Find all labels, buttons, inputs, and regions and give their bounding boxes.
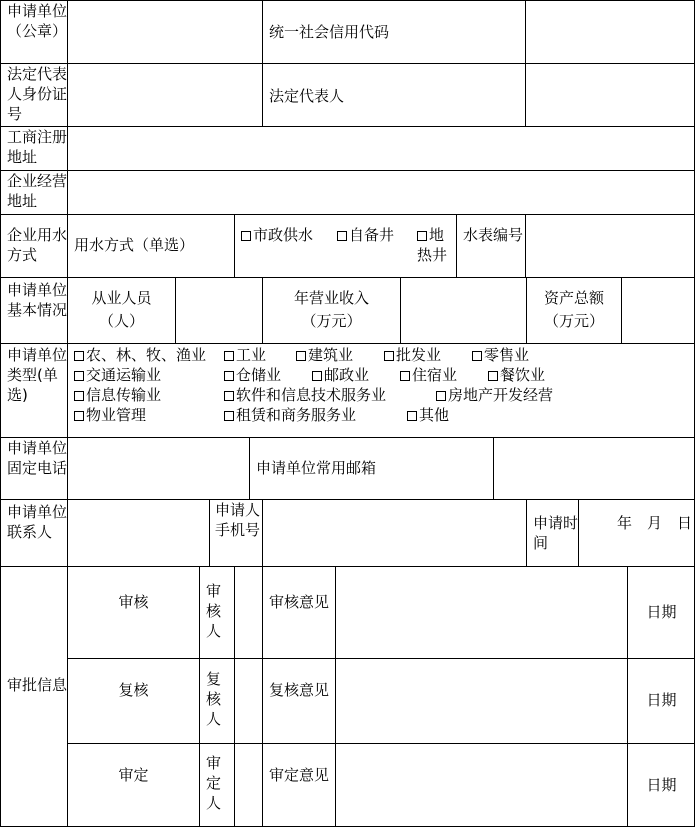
approval-person-recheck-label: 复核人 — [199, 658, 234, 743]
business-address-field[interactable] — [67, 170, 695, 214]
checkbox-icon[interactable] — [417, 231, 427, 241]
water-option-geothermal[interactable]: 地热井 — [417, 226, 448, 264]
checkbox-icon[interactable] — [337, 231, 347, 241]
approval-opinion-review-label: 审核意见 — [262, 566, 335, 658]
checkbox-icon[interactable] — [400, 371, 410, 381]
revenue-label — [262, 277, 400, 343]
approval-date-final: 日期 — [627, 743, 695, 827]
approval-person-review-label: 审核人 — [199, 566, 234, 658]
approval-label: 审批信息 — [0, 566, 67, 827]
unit-type-catering[interactable]: 餐饮业 — [488, 365, 545, 385]
approval-person-final-label: 审定人 — [199, 743, 234, 827]
water-option-municipal[interactable]: 市政供水 — [241, 225, 313, 245]
approval-person-review-field[interactable] — [234, 566, 262, 658]
meter-number-label: 水表编号 — [456, 214, 525, 277]
approval-person-recheck-field[interactable] — [234, 658, 262, 743]
approval-stage-recheck: 复核 — [67, 658, 199, 743]
checkbox-icon[interactable] — [384, 351, 394, 361]
checkbox-icon[interactable] — [296, 351, 306, 361]
applicant-unit-field[interactable] — [67, 0, 262, 63]
checkbox-icon[interactable] — [224, 351, 234, 361]
checkbox-icon[interactable] — [241, 231, 251, 241]
approval-stage-final: 审定 — [67, 743, 199, 827]
assets-field[interactable] — [621, 277, 695, 343]
water-usage-label: 企业用水方式 — [0, 214, 67, 277]
legal-rep-field[interactable] — [525, 63, 695, 126]
approval-opinion-final-field[interactable] — [335, 743, 627, 827]
credit-code-label: 统一社会信用代码 — [262, 0, 525, 63]
water-mode-label: 用水方式（单选） — [67, 214, 234, 277]
checkbox-icon[interactable] — [407, 411, 417, 421]
unit-type-label: 申请单位类型(单选) — [0, 343, 67, 437]
checkbox-icon[interactable] — [488, 371, 498, 381]
checkbox-icon[interactable] — [74, 391, 84, 401]
assets-label — [526, 277, 621, 343]
water-option-well[interactable]: 自备井 — [337, 225, 394, 245]
unit-type-software[interactable]: 软件和信息技术服务业 — [224, 385, 386, 405]
checkbox-icon[interactable] — [312, 371, 322, 381]
unit-type-construction[interactable]: 建筑业 — [296, 345, 353, 365]
employees-field[interactable] — [175, 277, 262, 343]
email-field[interactable] — [493, 437, 695, 499]
mobile-label: 申请人手机号 — [209, 499, 262, 566]
unit-type-options — [67, 343, 695, 437]
water-options — [234, 214, 456, 277]
checkbox-icon[interactable] — [224, 391, 234, 401]
credit-code-field[interactable] — [525, 0, 695, 63]
revenue-field[interactable] — [400, 277, 526, 343]
apply-time-label: 申请时间 — [526, 499, 578, 566]
checkbox-icon[interactable] — [224, 411, 234, 421]
unit-type-wholesale[interactable]: 批发业 — [384, 345, 441, 365]
checkbox-icon[interactable] — [74, 351, 84, 361]
email-label: 申请单位常用邮箱 — [249, 437, 493, 499]
mobile-field[interactable] — [262, 499, 526, 566]
approval-stage-review: 审核 — [67, 566, 199, 658]
business-reg-address-label: 工商注册地址 — [0, 126, 67, 170]
contact-label: 申请单位联系人 — [0, 499, 67, 566]
assets-label-text: 资产总额 — [543, 289, 604, 307]
meter-number-field[interactable] — [525, 214, 695, 277]
unit-type-property-management[interactable]: 物业管理 — [74, 405, 146, 425]
legal-rep-id-field[interactable] — [67, 63, 262, 126]
approval-opinion-recheck-field[interactable] — [335, 658, 627, 743]
unit-type-accommodation[interactable]: 住宿业 — [400, 365, 457, 385]
checkbox-icon[interactable] — [224, 371, 234, 381]
approval-date-recheck: 日期 — [627, 658, 695, 743]
checkbox-icon[interactable] — [472, 351, 482, 361]
assets-unit: （万元） — [543, 312, 604, 330]
approval-opinion-final-label: 审定意见 — [262, 743, 335, 827]
unit-type-agriculture[interactable]: 农、林、牧、渔业 — [74, 345, 206, 365]
legal-rep-label: 法定代表人 — [262, 63, 525, 126]
approval-opinion-review-field[interactable] — [335, 566, 627, 658]
employees-label-text: 从业人员 — [91, 289, 152, 307]
checkbox-icon[interactable] — [74, 411, 84, 421]
employees-unit: （人） — [98, 312, 144, 330]
approval-date-review: 日期 — [627, 566, 695, 658]
business-reg-address-field[interactable] — [67, 126, 695, 170]
revenue-label-text: 年营业收入 — [293, 289, 369, 307]
contact-field[interactable] — [67, 499, 209, 566]
basic-info-label: 申请单位基本情况 — [0, 277, 67, 343]
employees-label — [67, 277, 175, 343]
phone-field[interactable] — [67, 437, 249, 499]
unit-type-warehousing[interactable]: 仓储业 — [224, 365, 281, 385]
business-address-label: 企业经营地址 — [0, 170, 67, 214]
approval-opinion-recheck-label: 复核意见 — [262, 658, 335, 743]
unit-type-info-transmission[interactable]: 信息传输业 — [74, 385, 161, 405]
legal-rep-id-label: 法定代表人身份证号 — [0, 63, 67, 126]
revenue-unit: （万元） — [301, 312, 362, 330]
applicant-unit-label: 申请单位（公章） — [0, 0, 67, 63]
apply-date-field[interactable]: 年 月 日 — [578, 499, 695, 566]
approval-person-final-field[interactable] — [234, 743, 262, 827]
checkbox-icon[interactable] — [436, 391, 446, 401]
unit-type-leasing[interactable]: 租赁和商务服务业 — [224, 405, 356, 425]
unit-type-industry[interactable]: 工业 — [224, 345, 266, 365]
unit-type-other[interactable]: 其他 — [407, 405, 449, 425]
checkbox-icon[interactable] — [74, 371, 84, 381]
unit-type-postal[interactable]: 邮政业 — [312, 365, 369, 385]
unit-type-retail[interactable]: 零售业 — [472, 345, 529, 365]
phone-label: 申请单位固定电话 — [0, 437, 67, 499]
unit-type-transport[interactable]: 交通运输业 — [74, 365, 161, 385]
unit-type-real-estate[interactable]: 房地产开发经营 — [436, 385, 553, 405]
